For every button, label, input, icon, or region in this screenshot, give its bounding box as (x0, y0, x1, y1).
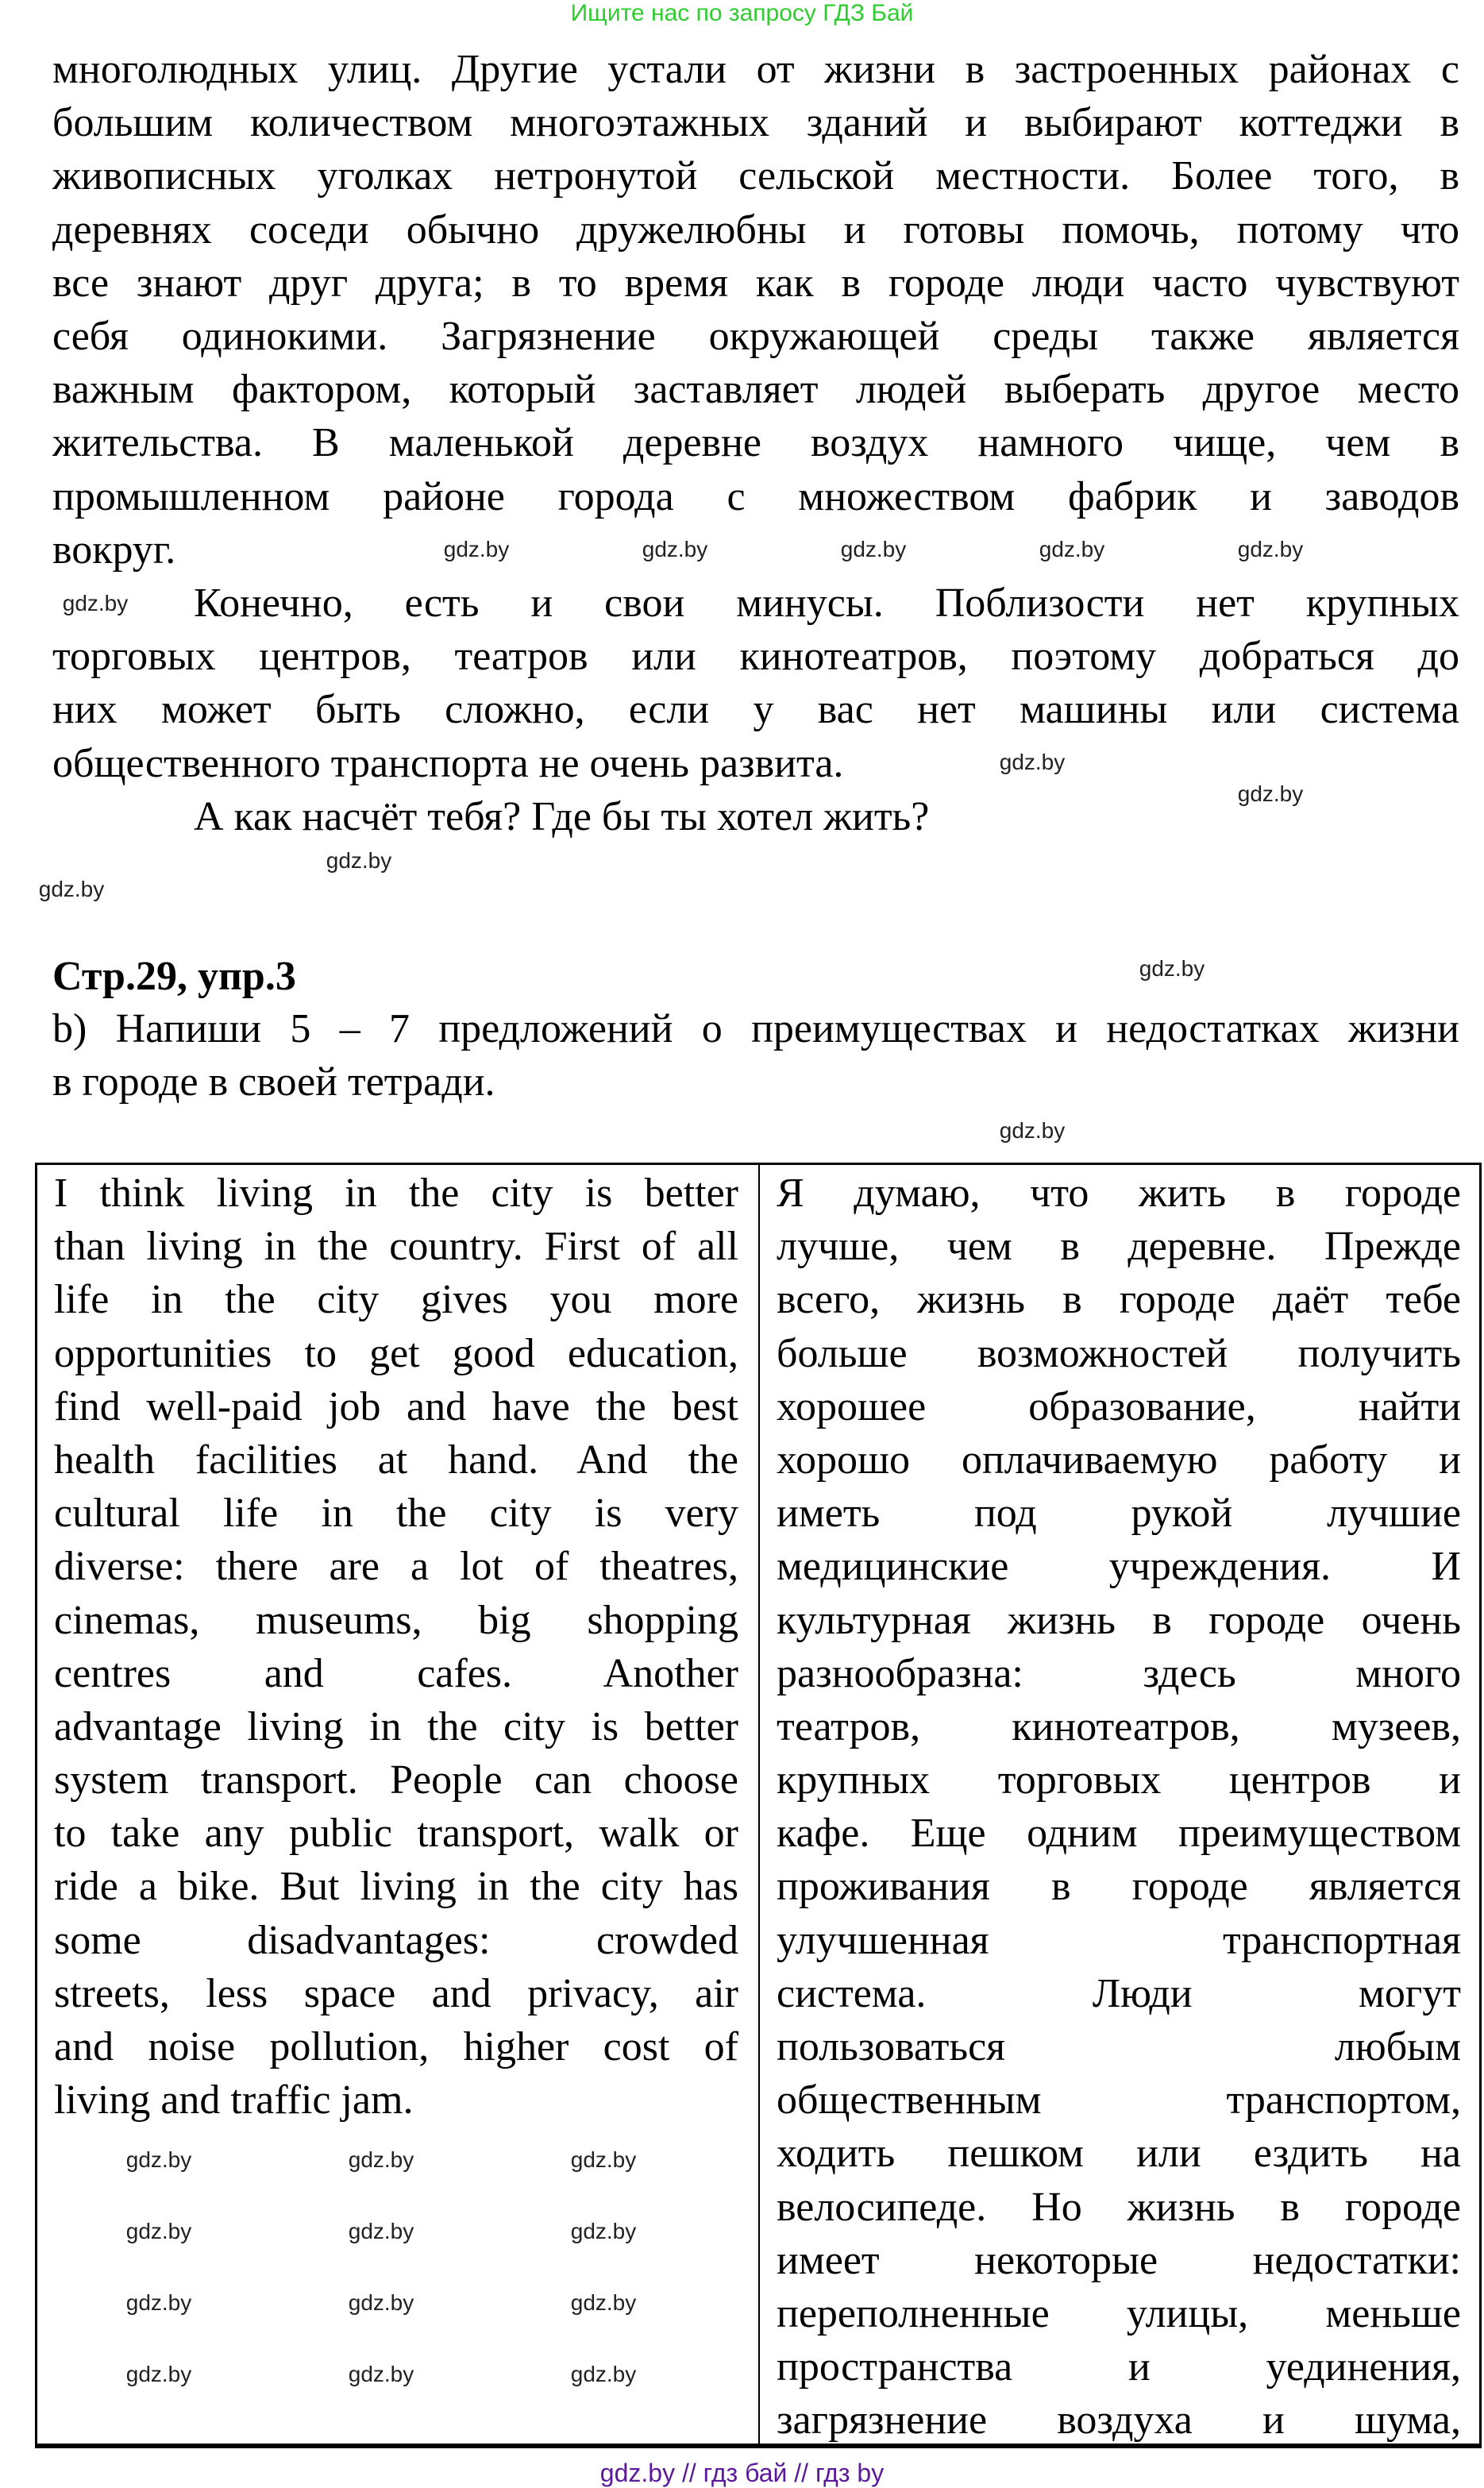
text-line: I think living in the city is better (54, 1171, 738, 1216)
watermark: gdz.by (570, 2219, 637, 2243)
text-line: живописных уголках нетронутой сельской местности. Более того, в (52, 153, 1459, 199)
column-divider (758, 1165, 760, 2444)
text-line: cinemas, museums, big shopping (54, 1597, 738, 1643)
watermark: gdz.by (125, 2290, 192, 2315)
text-line: имеет некоторые недостатки: (777, 2237, 1461, 2283)
watermark: gdz.by (348, 2362, 414, 2386)
watermark: gdz.by (1039, 537, 1105, 561)
exercise-heading: Стр.29, упр.3 (52, 954, 296, 999)
watermark: gdz.by (1139, 956, 1205, 981)
text-line: кафе. Еще одним преимуществом (777, 1811, 1461, 1857)
text-line: find well-paid job and have the best (54, 1383, 738, 1429)
text-line: than living in the country. First of all (54, 1224, 738, 1270)
text-line: system transport. People can choose (54, 1757, 738, 1803)
text-line: лучше, чем в деревне. Прежде (777, 1224, 1461, 1270)
text-line: иметь под рукой лучшие (777, 1491, 1461, 1537)
text-line: проживания в городе является (777, 1864, 1461, 1910)
russian-column (777, 1167, 1461, 2447)
text-line: них может быть сложно, если у вас нет машины или система (52, 687, 1459, 733)
text-line: to take any public transport, walk or (54, 1811, 738, 1857)
text-line: велосипеде. Но жизнь в городе (777, 2184, 1461, 2230)
text-line: переполненные улицы, меньше (777, 2290, 1461, 2336)
watermark: gdz.by (999, 1118, 1066, 1143)
watermark: gdz.by (1237, 781, 1304, 806)
english-column (54, 1167, 738, 2127)
watermark: gdz.by (125, 2219, 192, 2243)
watermark: gdz.by (348, 2147, 414, 2172)
watermark: gdz.by (38, 877, 105, 901)
text-line: загрязнение воздуха и шума, (777, 2397, 1461, 2444)
text-line: ходить пешком или ездить на (777, 2131, 1461, 2177)
text-line: some disadvantages: crowded (54, 1917, 738, 1963)
text-line: А как насчёт тебя? Где бы ты хотел жить? (194, 794, 930, 839)
text-line: diverse: there are a lot of theatres, (54, 1544, 738, 1590)
watermark: gdz.by (570, 2147, 637, 2172)
text-line: многолюдных улиц. Другие устали от жизни в застроенных районах с (52, 47, 1459, 92)
text-line: жительства. В маленькой деревне воздух намного чище, чем в (52, 420, 1459, 466)
search-banner: Ищите нас по запросу ГДЗ Бай (570, 0, 914, 26)
text-line: centres and cafes. Another (54, 1650, 738, 1696)
text-line: улучшенная транспортная (777, 1917, 1461, 1963)
exercise-task (52, 1002, 1459, 1109)
text-line: промышленном районе города с множеством фабрик и заводов (52, 473, 1459, 519)
text-line: общественного транспорта не очень развита. (52, 740, 844, 786)
paragraph-1 (52, 43, 1459, 577)
watermark: gdz.by (125, 2147, 192, 2172)
text-line: пользоваться любым (777, 2024, 1461, 2069)
watermark: gdz.by (999, 750, 1066, 774)
watermark: gdz.by (348, 2290, 414, 2315)
text-line: крупных торговых центров и (777, 1757, 1461, 1803)
text-line: cultural life in the city is very (54, 1491, 738, 1537)
text-line: медицинские учреждения. И (777, 1544, 1461, 1590)
watermark: gdz.by (348, 2219, 414, 2243)
text-line: больше возможностей получить (777, 1330, 1461, 1376)
text-line: and noise pollution, higher cost of (54, 2024, 738, 2069)
watermark: gdz.by (570, 2362, 637, 2386)
watermark: gdz.by (570, 2290, 637, 2315)
watermark: gdz.by (125, 2362, 192, 2386)
watermark: gdz.by (642, 537, 708, 561)
text-line: культурная жизнь в городе очень (777, 1597, 1461, 1643)
text-line: важным фактором, который заставляет людей выберать другое место (52, 367, 1459, 413)
watermark: gdz.by (840, 537, 907, 561)
text-line: себя одинокими. Загрязнение окружающей среды также является (52, 313, 1459, 359)
text-line: разнообразна: здесь много (777, 1650, 1461, 1696)
watermark: gdz.by (326, 848, 392, 873)
text-line: Я думаю, что жить в городе (777, 1171, 1461, 1216)
text-line: вокруг. (52, 527, 176, 573)
text-line: opportunities to get good education, (54, 1330, 738, 1376)
text-line: Конечно, есть и свои минусы. Поблизости нет крупных (194, 581, 1459, 626)
watermark: gdz.by (443, 537, 510, 561)
answer-table (35, 1163, 1482, 2448)
text-line: advantage living in the city is better (54, 1703, 738, 1749)
text-line: театров, кинотеатров, музеев, (777, 1703, 1461, 1749)
text-line: хорошо оплачиваемую работу и (777, 1437, 1461, 1483)
watermark: gdz.by (62, 591, 129, 615)
text-line: хорошее образование, найти (777, 1383, 1461, 1429)
text-line: большим количеством многоэтажных зданий и выбирают коттеджи в (52, 100, 1459, 146)
text-line: все знают друг друга; в то время как в городе люди часто чувствуют (52, 260, 1459, 306)
text-line: living and traffic jam. (54, 2077, 414, 2123)
text-line: streets, less space and privacy, air (54, 1970, 738, 2016)
text-line: life in the city gives you more (54, 1277, 738, 1323)
text-line: health facilities at hand. And the (54, 1437, 738, 1483)
text-line: торговых центров, театров или кинотеатров, поэтому добраться до (52, 634, 1459, 680)
text-line: b) Напиши 5 – 7 предложений о преимуществах и недостатках жизни (52, 1006, 1459, 1051)
paragraph-2 (52, 577, 1459, 790)
text-line: ride a bike. But living in the city has (54, 1864, 738, 1910)
text-line: в городе в своей тетради. (52, 1059, 495, 1105)
text-line: всего, жизнь в городе даёт тебе (777, 1277, 1461, 1323)
text-line: система. Люди могут (777, 1970, 1461, 2016)
watermark: gdz.by (1237, 537, 1304, 561)
text-line: общественным транспортом, (777, 2077, 1461, 2123)
footer-links: gdz.by // гдз бай // гдз by (599, 2459, 885, 2487)
text-line: пространства и уединения, (777, 2344, 1461, 2390)
text-line: деревнях соседи обычно дружелюбны и готовы помочь, потому что (52, 206, 1459, 253)
